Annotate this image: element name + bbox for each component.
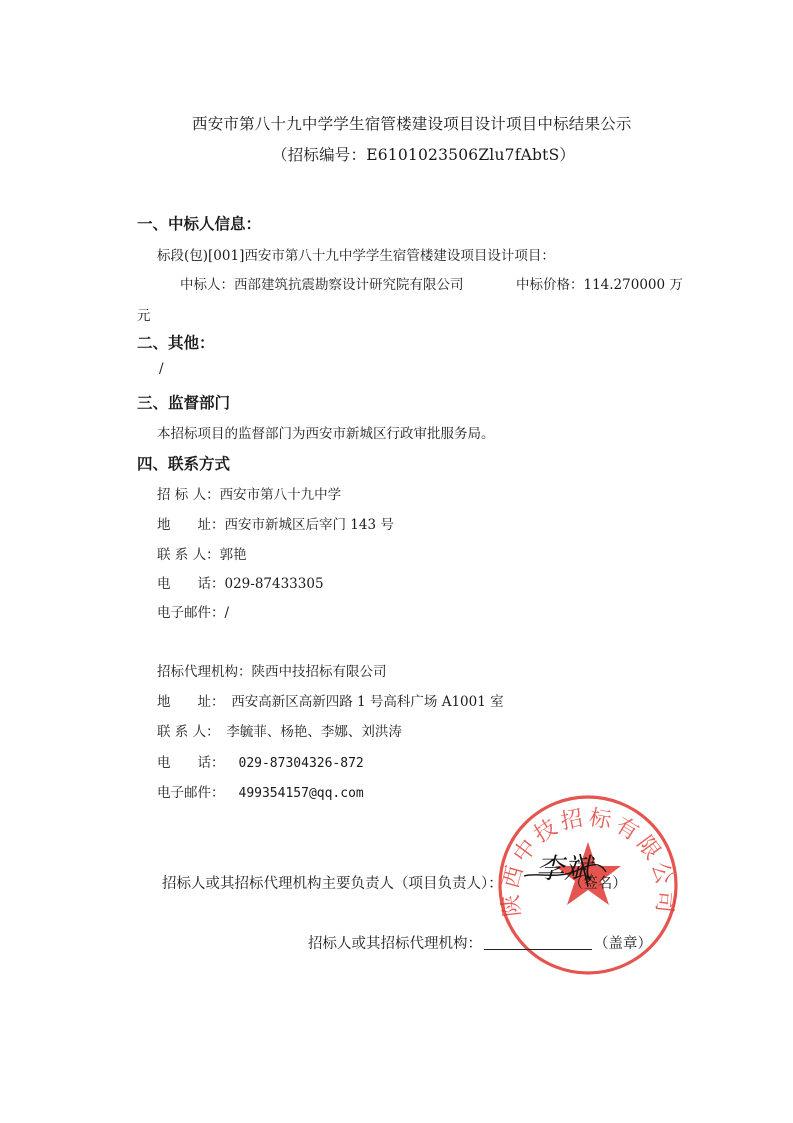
tenderer-contact: 联 系 人：郭艳 [157,547,247,563]
agency-name: 招标代理机构：陕西中技招标有限公司 [157,664,387,680]
section-supervision-heading: 三、监督部门 [137,394,231,412]
document-title: 西安市第八十九中学学生宿管楼建设项目设计项目中标结果公示 [192,115,632,133]
seal-text: 陕西中技招标有限公司 [498,805,678,918]
agency-phone: 029-87304326-872 [238,756,364,771]
winning-price: 中标价格：114.270000 万 [516,277,683,293]
agency-address: 地 址： 西安高新区高新四路 1 号高科广场 A1001 室 [157,694,504,710]
tenderer-email: 电子邮件：/ [157,605,230,621]
agency-phone-row [157,751,364,771]
seal-blank-line [484,935,592,950]
section-other-heading: 二、其他： [137,334,215,352]
agency-email: 499354157@qq.com [238,786,364,801]
responsible-label: 招标人或其招标代理机构主要负责人（项目负责人）： [162,876,503,892]
section-contact-heading: 四、联系方式 [137,455,231,473]
sign-note: （签名） [568,876,627,892]
agency-contact: 联 系 人： 李毓菲、杨艳、李娜、刘洪涛 [157,724,402,740]
price-unit: 元 [137,308,151,324]
tenderer-address: 地 址：西安市新城区后宰门 143 号 [157,517,394,533]
agency-phone-label: 电 话： [157,755,225,771]
supervision-content: 本招标项目的监督部门为西安市新城区行政审批服务局。 [157,426,495,442]
tenderer-line: 招 标 人：西安市第八十九中学 [157,487,342,503]
signature-text: 李斌 [535,852,593,885]
other-content: / [159,361,164,377]
lot-description: 标段(包)[001]西安市第八十九中学学生宿管楼建设项目设计项目： [157,248,555,264]
agency-email-row [157,781,364,801]
handwritten-signature [518,846,610,892]
agency-seal-row [308,932,652,953]
winner-name: 中标人：西部建筑抗震勘察设计研究院有限公司 [180,277,464,293]
seal-note: （盖章） [594,936,652,952]
section-winner-heading: 一、中标人信息： [137,215,262,233]
tenderer-phone: 电 话：029-87433305 [157,576,324,592]
agency-seal-label: 招标人或其招标代理机构： [308,936,482,952]
tender-number: （招标编号：E6101023506Zlu7fAbtS） [272,146,576,164]
agency-email-label: 电子邮件： [157,785,225,801]
